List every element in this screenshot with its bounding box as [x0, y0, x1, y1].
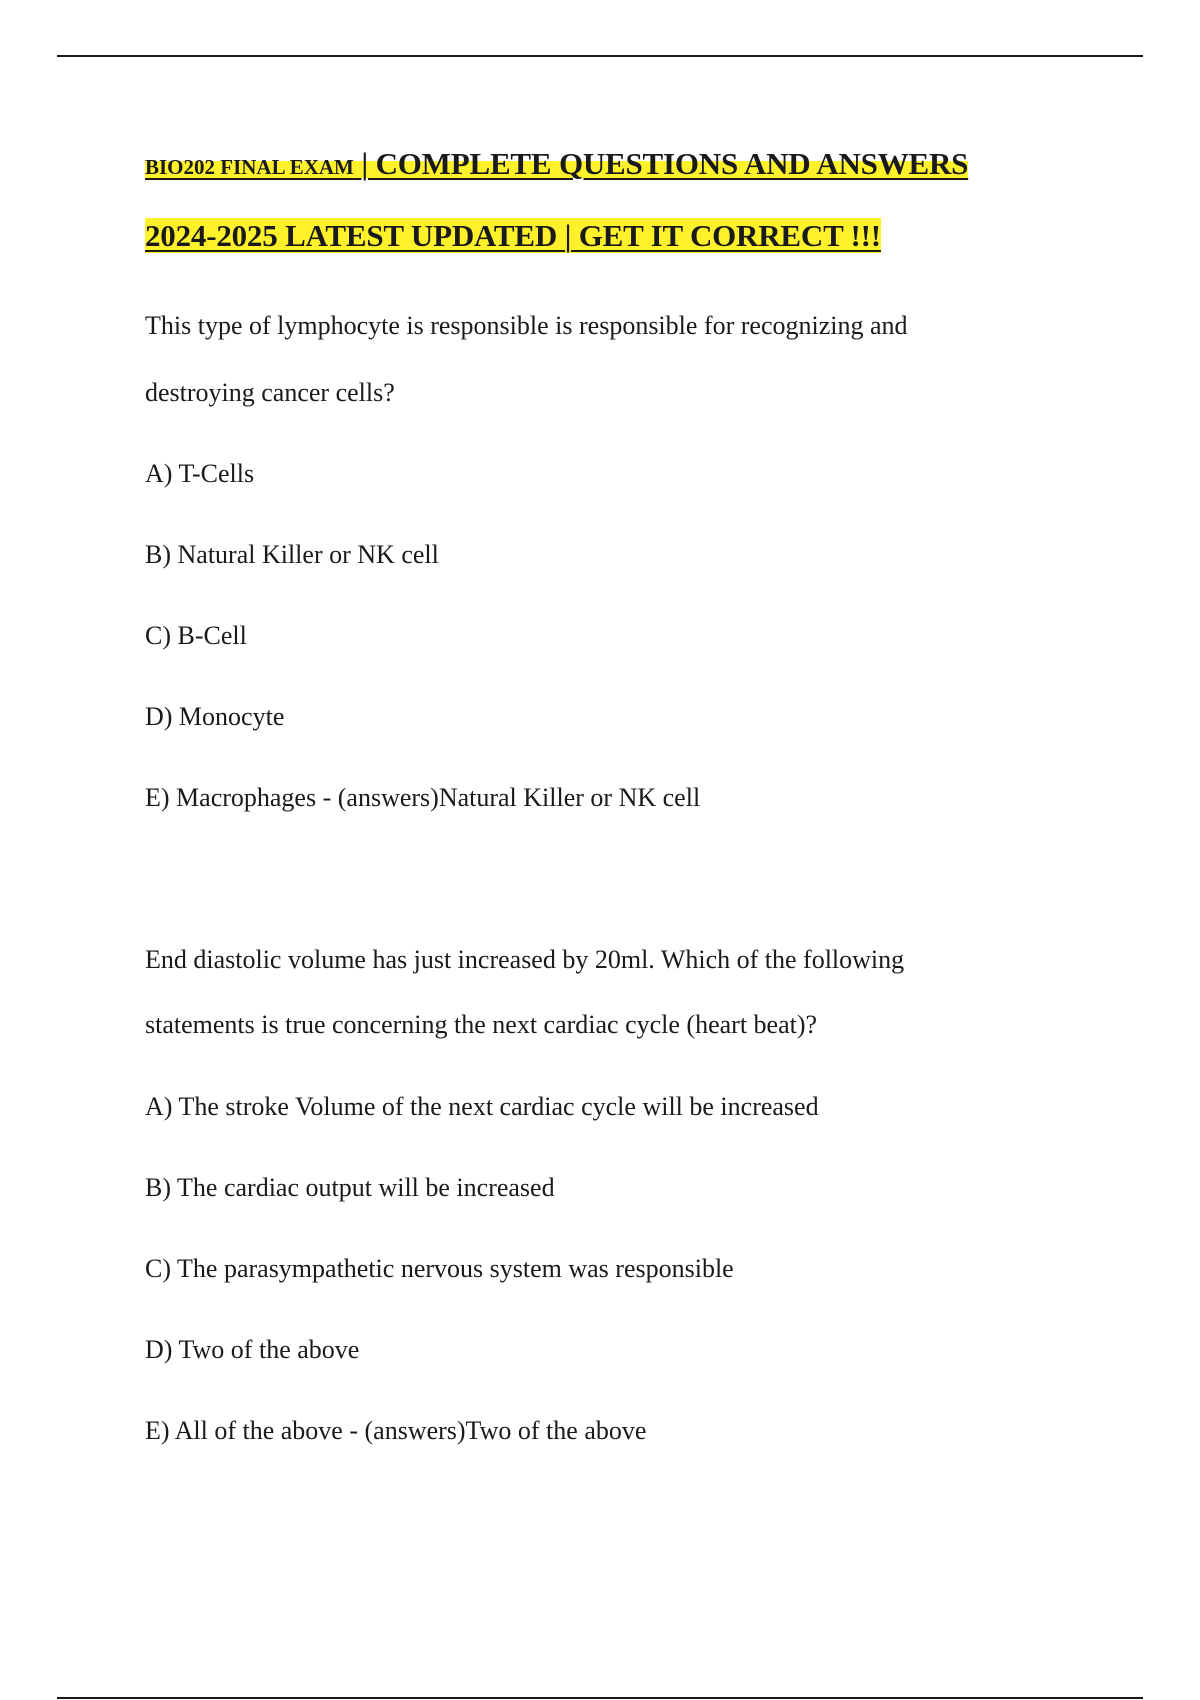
question-1-option-d: D) Monocyte: [145, 702, 285, 731]
bottom-divider: [57, 1697, 1143, 1699]
title-text-part1: | COMPLETE QUESTIONS AND ANSWERS: [353, 146, 969, 181]
top-divider: [57, 55, 1143, 57]
question-1-option-c: C) B-Cell: [145, 621, 247, 650]
question-2-option-d: D) Two of the above: [145, 1335, 360, 1364]
question-1-option-a: A) T-Cells: [145, 459, 255, 488]
question-1-stem-line-1: This type of lymphocyte is responsible is responsible for recognizing and: [145, 311, 908, 340]
question-1-option-e-answer: E) Macrophages - (answers)Natural Killer or NK cell: [145, 783, 701, 812]
document-title-line-1: [145, 146, 968, 182]
title-text-line2: 2024-2025 LATEST UPDATED | GET IT CORRECT !!!: [145, 218, 881, 253]
document-title-line-2: [145, 218, 881, 254]
question-2-stem-line-2: statements is true concerning the next cardiac cycle (heart beat)?: [145, 1010, 818, 1039]
question-2-option-a: A) The stroke Volume of the next cardiac cycle will be increased: [145, 1092, 819, 1121]
question-2-option-b: B) The cardiac output will be increased: [145, 1173, 555, 1202]
question-2-option-c: C) The parasympathetic nervous system was responsible: [145, 1254, 734, 1283]
question-2-option-e-answer: E) All of the above - (answers)Two of the above: [145, 1416, 647, 1445]
course-code: BIO202 FINAL EXAM: [145, 155, 354, 179]
question-2-stem-line-1: End diastolic volume has just increased by 20ml. Which of the following: [145, 945, 905, 974]
question-1-option-b: B) Natural Killer or NK cell: [145, 540, 439, 569]
question-1-stem-line-2: destroying cancer cells?: [145, 378, 395, 407]
